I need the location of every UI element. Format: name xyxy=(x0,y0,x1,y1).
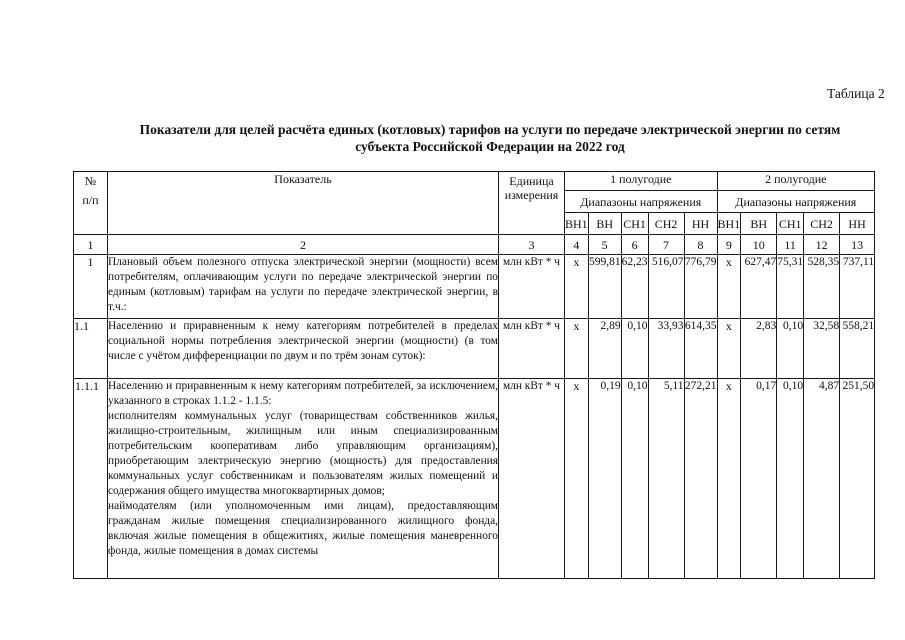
col-number: 6 xyxy=(621,235,648,255)
col-number: 1 xyxy=(74,235,108,255)
value-cell: x xyxy=(717,379,741,579)
value-cell: 5,11 xyxy=(648,379,684,579)
table-row xyxy=(74,319,875,379)
header-row-1 xyxy=(74,172,875,191)
value-cell: 4,87 xyxy=(804,379,840,579)
table-label: Таблица 2 xyxy=(827,86,885,101)
value-cell: 0,10 xyxy=(621,379,648,579)
indicator-text: наймодателям (или уполномоченным ими лицам), предоставляющим гражданам жилые помещения специализированного жилищного фонда, включая жилые помещения в общежитиях, жилые помещения маневренного фонда, жилые помещения в домах системы xyxy=(108,500,498,557)
value-cell: 627,47 xyxy=(741,255,777,319)
level-sn2: СН2 xyxy=(804,213,840,235)
header-half-1: 1 полугодие xyxy=(565,172,718,191)
col-number: 9 xyxy=(717,235,741,255)
value-cell: 614,35 xyxy=(684,319,717,379)
indicator-text: Плановый объем полезного отпуска электрической энергии (мощности) всем потребителям, оплачивающим услуги по передаче электрической энергии по единым (котловым) тарифам на услуги по передаче электрической энергии, в т.ч.: xyxy=(108,256,498,313)
value-cell: x xyxy=(717,319,741,379)
value-cell: 33,93 xyxy=(648,319,684,379)
value-cell: 75,31 xyxy=(777,255,804,319)
level-nn: НН xyxy=(684,213,717,235)
col-number: 10 xyxy=(741,235,777,255)
col-number: 7 xyxy=(648,235,684,255)
header-indicator: Показатель xyxy=(108,172,499,235)
row-number: 1.1.1 xyxy=(74,379,108,579)
level-sn1: СН1 xyxy=(621,213,648,235)
value-cell: 0,10 xyxy=(621,319,648,379)
row-indicator xyxy=(108,319,499,379)
header-ranges-1: Диапазоны напряжения xyxy=(565,191,718,213)
value-cell: 62,23 xyxy=(621,255,648,319)
indicator-text: Населению и приравненным к нему категориям потребителей, за исключением, указанного в строках 1.1.2 - 1.1.5: xyxy=(108,380,498,407)
header-half-2: 2 полугодие xyxy=(717,172,875,191)
document-title xyxy=(60,121,905,155)
value-cell: x xyxy=(565,379,589,579)
col-number: 3 xyxy=(499,235,565,255)
level-vn1: ВН1 xyxy=(565,213,589,235)
value-cell: x xyxy=(565,319,589,379)
value-cell: 737,11 xyxy=(840,255,875,319)
header-unit-text: Единица измерения xyxy=(504,174,559,202)
value-cell: 776,79 xyxy=(684,255,717,319)
value-cell: x xyxy=(717,255,741,319)
value-cell: x xyxy=(565,255,589,319)
row-unit: млн кВт * ч xyxy=(499,255,565,319)
col-number: 4 xyxy=(565,235,589,255)
row-indicator xyxy=(108,255,499,319)
column-numbers-row xyxy=(74,235,875,255)
col-number: 12 xyxy=(804,235,840,255)
value-cell: 558,21 xyxy=(840,319,875,379)
header-num xyxy=(74,172,108,235)
col-number: 13 xyxy=(840,235,875,255)
row-number: 1.1 xyxy=(74,319,108,379)
header-num-symbol: № xyxy=(84,174,97,188)
header-ranges-2: Диапазоны напряжения xyxy=(717,191,875,213)
header-unit xyxy=(499,172,565,235)
col-number: 8 xyxy=(684,235,717,255)
document-title-line-2: субъекта Российской Федерации на 2022 год xyxy=(355,139,625,154)
row-indicator xyxy=(108,379,499,579)
table-row xyxy=(74,379,875,579)
value-cell: 251,50 xyxy=(840,379,875,579)
table-row xyxy=(74,255,875,319)
indicator-text: Населению и приравненным к нему категориям потребителей в пределах социальной нормы потребления электрической энергии (мощности) (в том числе с учётом дифференциации по двум и по трём зонам суток): xyxy=(108,320,498,362)
value-cell: 2,83 xyxy=(741,319,777,379)
level-nn: НН xyxy=(840,213,875,235)
col-number: 5 xyxy=(588,235,621,255)
row-unit: млн кВт * ч xyxy=(499,379,565,579)
level-vn1: ВН1 xyxy=(717,213,741,235)
level-vn: ВН xyxy=(588,213,621,235)
value-cell: 599,81 xyxy=(588,255,621,319)
value-cell: 516,07 xyxy=(648,255,684,319)
value-cell: 528,35 xyxy=(804,255,840,319)
col-number: 2 xyxy=(108,235,499,255)
tariff-table xyxy=(73,171,875,579)
row-unit: млн кВт * ч xyxy=(499,319,565,379)
value-cell: 0,17 xyxy=(741,379,777,579)
header-num-pp: п/п xyxy=(82,193,99,207)
col-number: 11 xyxy=(777,235,804,255)
value-cell: 0,10 xyxy=(777,379,804,579)
value-cell: 272,21 xyxy=(684,379,717,579)
row-number: 1 xyxy=(74,255,108,319)
value-cell: 2,89 xyxy=(588,319,621,379)
indicator-text: исполнителям коммунальных услуг (товариществам собственников жилья, жилищно-строительным, жилищным или иным специализированным потребительским кооперативам либо управляющим организациям), приобретающим электрическую энергию (мощность) для предоставления коммунальных услуг собственникам и пользователям жилых помещений и содержания общего имущества многоквартирных домов; xyxy=(108,410,498,497)
value-cell: 0,19 xyxy=(588,379,621,579)
level-sn2: СН2 xyxy=(648,213,684,235)
value-cell: 0,10 xyxy=(777,319,804,379)
value-cell: 32,58 xyxy=(804,319,840,379)
level-vn: ВН xyxy=(741,213,777,235)
level-sn1: СН1 xyxy=(777,213,804,235)
document-title-line-1: Показатели для целей расчёта единых (котловых) тарифов на услуги по передаче электрической энергии по сетям xyxy=(139,122,841,137)
